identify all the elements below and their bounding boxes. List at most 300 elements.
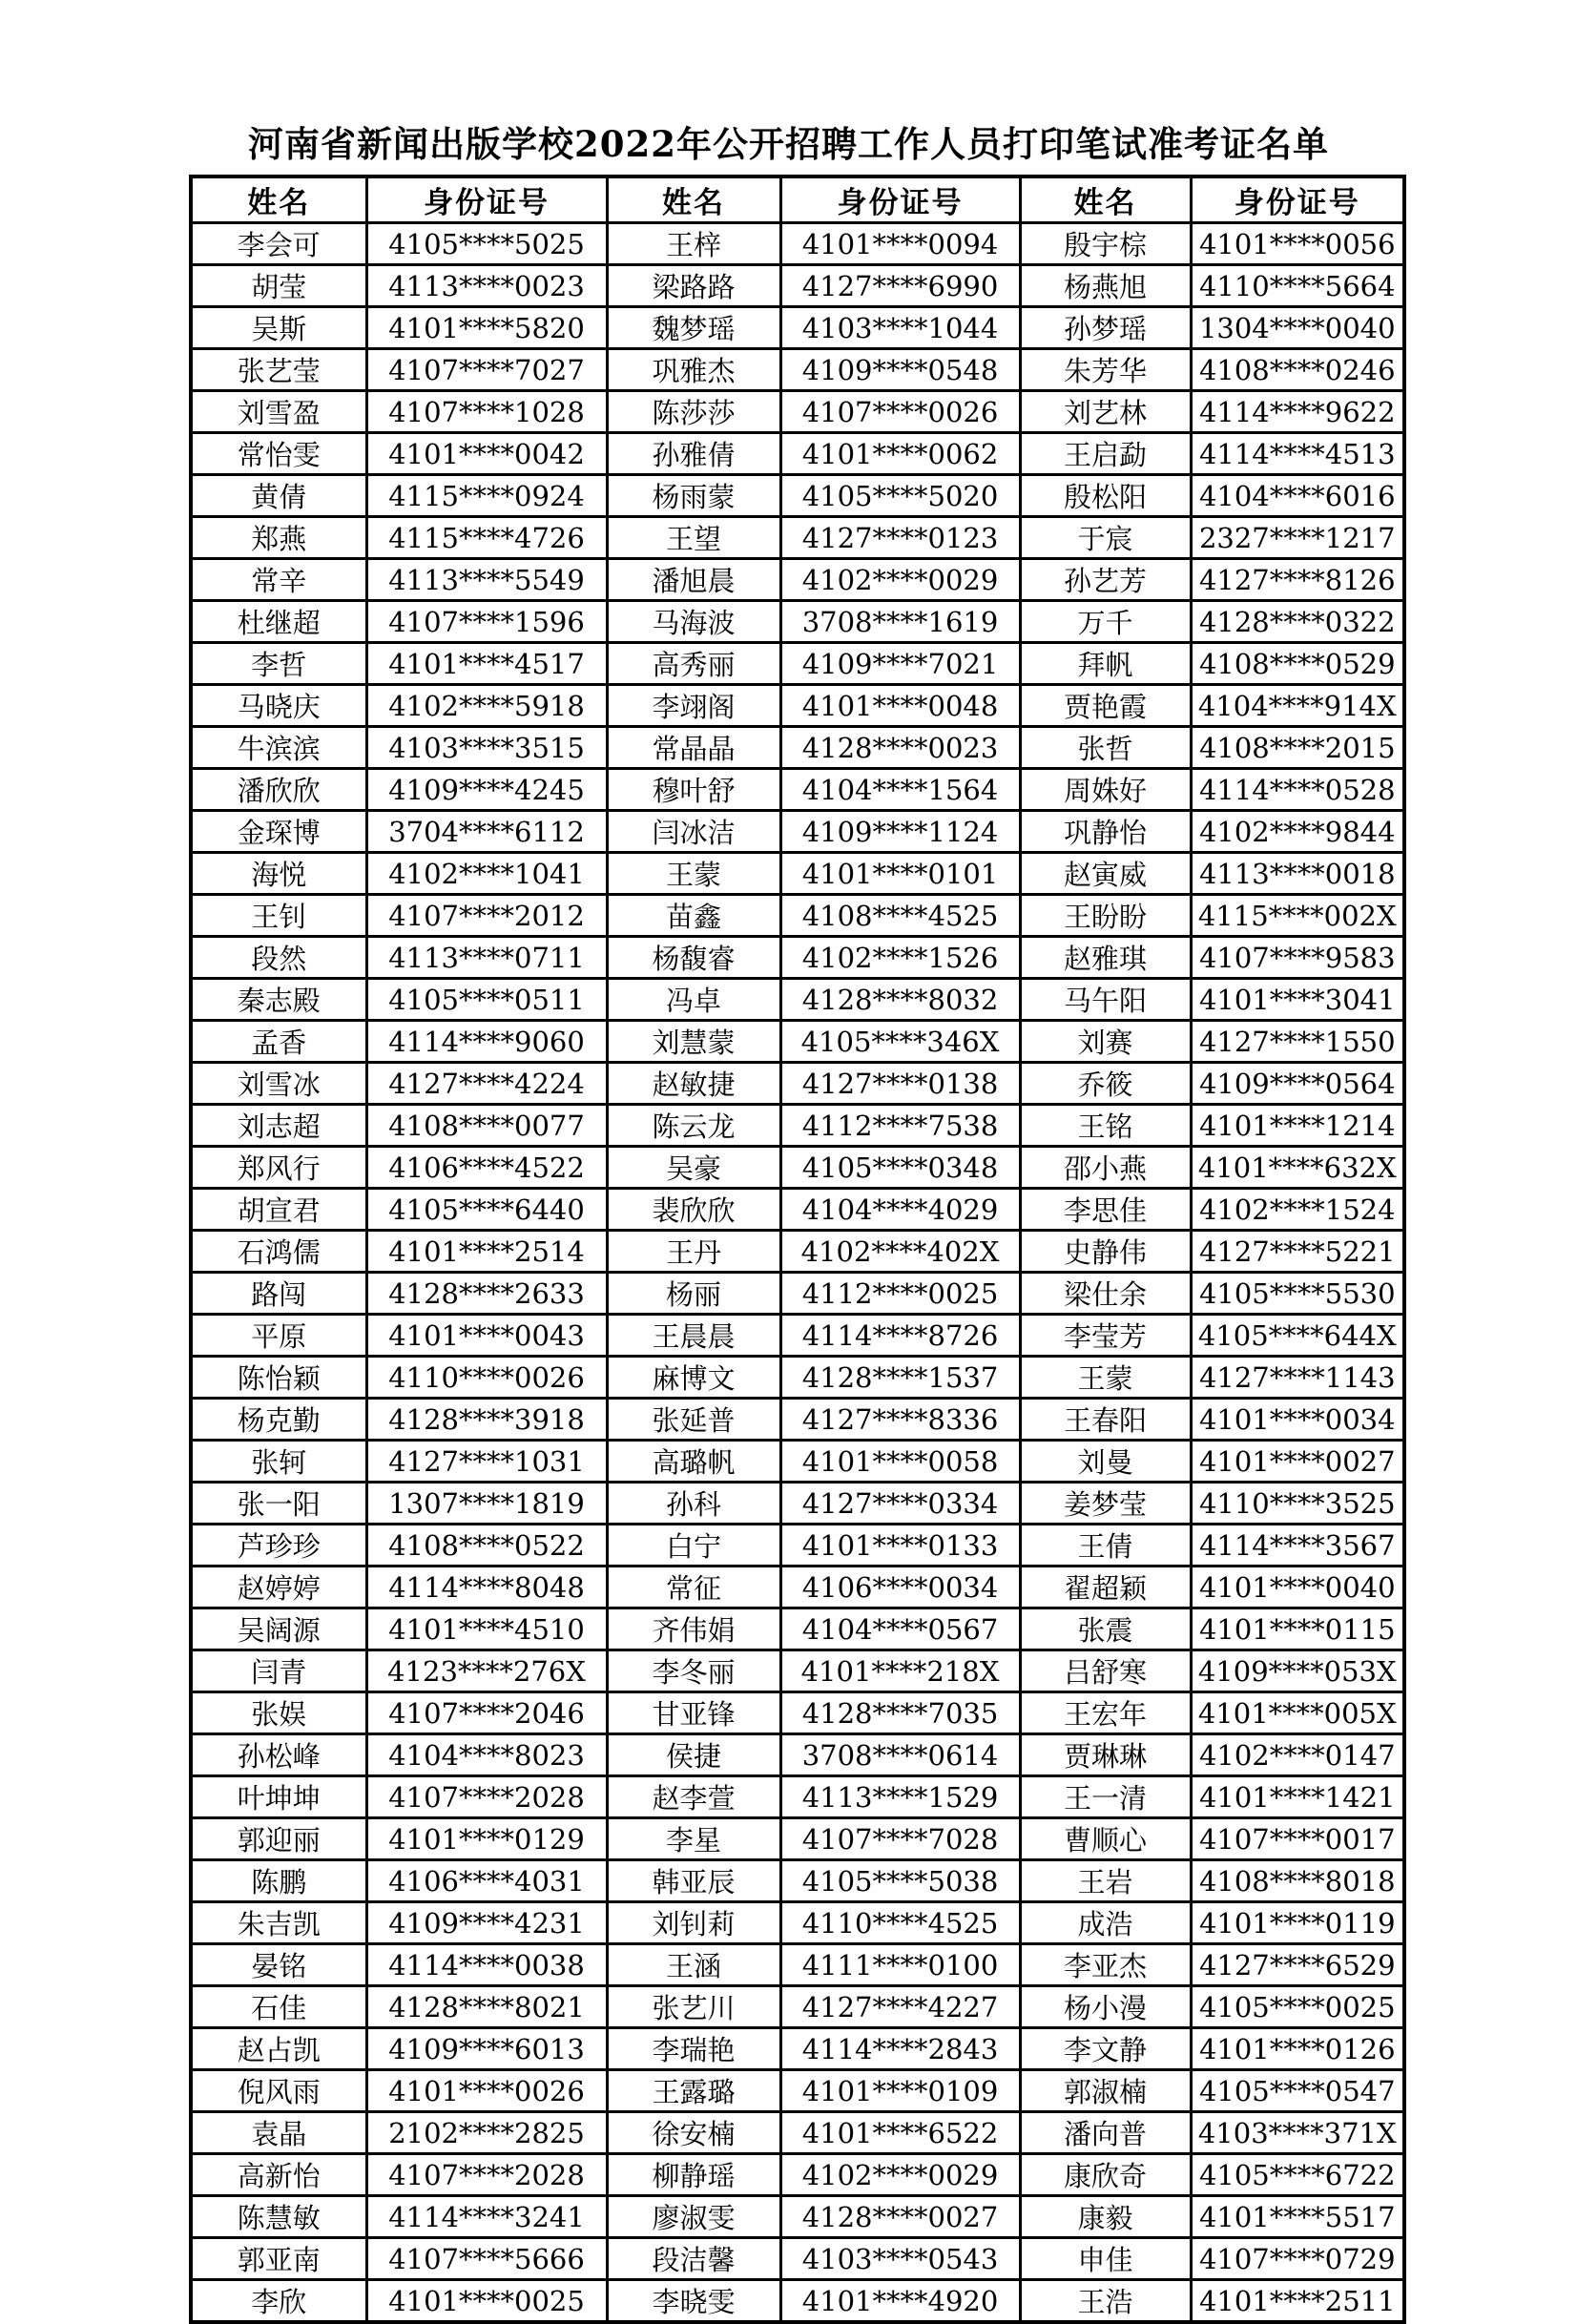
id-number-cell: 4101****0026 xyxy=(366,2070,607,2112)
name-cell: 刘钊莉 xyxy=(607,1902,780,1944)
id-number-cell: 4105****0025 xyxy=(1191,1986,1404,2028)
name-cell: 李翊阁 xyxy=(607,685,780,727)
id-number-cell: 4101****0034 xyxy=(1191,1399,1404,1441)
id-number-cell: 4101****3041 xyxy=(1191,979,1404,1021)
name-cell: 杨燕旭 xyxy=(1020,265,1191,307)
name-cell: 李会可 xyxy=(191,223,366,265)
name-cell: 石佳 xyxy=(191,1986,366,2028)
id-number-cell: 4111****0100 xyxy=(780,1944,1020,1986)
header-cell-name: 姓名 xyxy=(1020,176,1191,223)
name-cell: 李瑞艳 xyxy=(607,2028,780,2070)
id-number-cell: 4108****0246 xyxy=(1191,349,1404,391)
id-number-cell: 4108****0522 xyxy=(366,1525,607,1567)
id-number-cell: 4107****0026 xyxy=(780,391,1020,433)
name-cell: 胡宣君 xyxy=(191,1189,366,1231)
name-cell: 赵雅琪 xyxy=(1020,937,1191,979)
name-cell: 刘赛 xyxy=(1020,1021,1191,1063)
table-row xyxy=(191,1734,1404,1776)
name-cell: 高璐帆 xyxy=(607,1441,780,1483)
table-row xyxy=(191,1692,1404,1734)
table-row xyxy=(191,601,1404,643)
id-number-cell: 4109****6013 xyxy=(366,2028,607,2070)
id-number-cell: 4108****2015 xyxy=(1191,727,1404,769)
id-number-cell: 4101****6522 xyxy=(780,2112,1020,2154)
name-cell: 朱吉凯 xyxy=(191,1902,366,1944)
table-row xyxy=(191,1818,1404,1860)
name-cell: 孙梦瑶 xyxy=(1020,307,1191,349)
table-row xyxy=(191,349,1404,391)
id-number-cell: 4107****7028 xyxy=(780,1818,1020,1860)
name-cell: 王春阳 xyxy=(1020,1399,1191,1441)
id-number-cell: 4127****4227 xyxy=(780,1986,1020,2028)
name-cell: 赵寅威 xyxy=(1020,853,1191,895)
name-cell: 于宸 xyxy=(1020,517,1191,559)
id-number-cell: 4104****4029 xyxy=(780,1189,1020,1231)
id-number-cell: 4101****0115 xyxy=(1191,1608,1404,1650)
id-number-cell: 4109****0548 xyxy=(780,349,1020,391)
table-row xyxy=(191,1902,1404,1944)
id-number-cell: 4127****0138 xyxy=(780,1063,1020,1105)
name-cell: 梁路路 xyxy=(607,265,780,307)
name-cell: 袁晶 xyxy=(191,2112,366,2154)
name-cell: 杜继超 xyxy=(191,601,366,643)
id-number-cell: 3704****6112 xyxy=(366,811,607,853)
name-cell: 王宏年 xyxy=(1020,1692,1191,1734)
name-cell: 裴欣欣 xyxy=(607,1189,780,1231)
id-number-cell: 4113****0018 xyxy=(1191,853,1404,895)
table-row xyxy=(191,475,1404,517)
name-cell: 张轲 xyxy=(191,1441,366,1483)
name-cell: 刘曼 xyxy=(1020,1441,1191,1483)
id-number-cell: 4128****2633 xyxy=(366,1273,607,1315)
name-cell: 王铭 xyxy=(1020,1105,1191,1147)
id-number-cell: 4103****1044 xyxy=(780,307,1020,349)
id-number-cell: 4101****4517 xyxy=(366,643,607,685)
header-cell-name: 姓名 xyxy=(191,176,366,223)
name-cell: 段洁馨 xyxy=(607,2238,780,2280)
id-number-cell: 4110****0026 xyxy=(366,1357,607,1399)
id-number-cell: 4127****5221 xyxy=(1191,1231,1404,1273)
id-number-cell: 4105****0348 xyxy=(780,1147,1020,1189)
name-cell: 石鸿儒 xyxy=(191,1231,366,1273)
id-number-cell: 4128****0023 xyxy=(780,727,1020,769)
name-cell: 赵婷婷 xyxy=(191,1567,366,1608)
name-cell: 王盼盼 xyxy=(1020,895,1191,937)
id-number-cell: 4107****1596 xyxy=(366,601,607,643)
name-cell: 李晓雯 xyxy=(607,2280,780,2323)
name-cell: 吴斯 xyxy=(191,307,366,349)
name-cell: 王梓 xyxy=(607,223,780,265)
name-cell: 柳静瑶 xyxy=(607,2154,780,2196)
id-number-cell: 4102****0029 xyxy=(780,559,1020,601)
id-number-cell: 4105****5025 xyxy=(366,223,607,265)
name-cell: 张娱 xyxy=(191,1692,366,1734)
name-cell: 芦珍珍 xyxy=(191,1525,366,1567)
name-cell: 高新怡 xyxy=(191,2154,366,2196)
name-cell: 胡莹 xyxy=(191,265,366,307)
id-number-cell: 4101****218X xyxy=(780,1650,1020,1692)
id-number-cell: 4103****0543 xyxy=(780,2238,1020,2280)
name-cell: 李亚杰 xyxy=(1020,1944,1191,1986)
id-number-cell: 4115****4726 xyxy=(366,517,607,559)
name-cell: 陈云龙 xyxy=(607,1105,780,1147)
table-row xyxy=(191,1063,1404,1105)
table-row xyxy=(191,1776,1404,1818)
id-number-cell: 4104****0567 xyxy=(780,1608,1020,1650)
table-row xyxy=(191,2154,1404,2196)
name-cell: 申佳 xyxy=(1020,2238,1191,2280)
id-number-cell: 4101****4510 xyxy=(366,1608,607,1650)
name-cell: 闫冰洁 xyxy=(607,811,780,853)
id-number-cell: 4107****2012 xyxy=(366,895,607,937)
name-cell: 拜帆 xyxy=(1020,643,1191,685)
id-number-cell: 4110****5664 xyxy=(1191,265,1404,307)
name-cell: 穆叶舒 xyxy=(607,769,780,811)
name-cell: 孙雅倩 xyxy=(607,433,780,475)
table-row xyxy=(191,391,1404,433)
id-number-cell: 4128****7035 xyxy=(780,1692,1020,1734)
name-cell: 叶坤坤 xyxy=(191,1776,366,1818)
name-cell: 王丹 xyxy=(607,1231,780,1273)
table-row xyxy=(191,811,1404,853)
name-cell: 海悦 xyxy=(191,853,366,895)
name-cell: 贾琳琳 xyxy=(1020,1734,1191,1776)
id-number-cell: 4101****0058 xyxy=(780,1441,1020,1483)
id-number-cell: 4105****0547 xyxy=(1191,2070,1404,2112)
id-number-cell: 3708****1619 xyxy=(780,601,1020,643)
id-number-cell: 3708****0614 xyxy=(780,1734,1020,1776)
name-cell: 白宁 xyxy=(607,1525,780,1567)
id-number-cell: 4101****5820 xyxy=(366,307,607,349)
id-number-cell: 4109****7021 xyxy=(780,643,1020,685)
name-cell: 常辛 xyxy=(191,559,366,601)
id-number-cell: 4106****4522 xyxy=(366,1147,607,1189)
id-number-cell: 4101****005X xyxy=(1191,1692,1404,1734)
table-row xyxy=(191,559,1404,601)
table-row xyxy=(191,265,1404,307)
id-number-cell: 4102****1524 xyxy=(1191,1189,1404,1231)
id-number-cell: 4128****3918 xyxy=(366,1399,607,1441)
id-number-cell: 4104****914X xyxy=(1191,685,1404,727)
name-cell: 刘雪盈 xyxy=(191,391,366,433)
id-number-cell: 4114****2843 xyxy=(780,2028,1020,2070)
id-number-cell: 4101****0133 xyxy=(780,1525,1020,1567)
name-cell: 郑燕 xyxy=(191,517,366,559)
name-cell: 康毅 xyxy=(1020,2196,1191,2238)
header-cell-id-number: 身份证号 xyxy=(1191,176,1404,223)
id-number-cell: 4101****0126 xyxy=(1191,2028,1404,2070)
name-cell: 贾艳霞 xyxy=(1020,685,1191,727)
id-number-cell: 4101****0048 xyxy=(780,685,1020,727)
table-row xyxy=(191,769,1404,811)
name-cell: 郭迎丽 xyxy=(191,1818,366,1860)
id-number-cell: 4101****0042 xyxy=(366,433,607,475)
table-row xyxy=(191,1441,1404,1483)
name-cell: 杨馥睿 xyxy=(607,937,780,979)
name-cell: 段然 xyxy=(191,937,366,979)
name-cell: 潘旭晨 xyxy=(607,559,780,601)
id-number-cell: 4101****4920 xyxy=(780,2280,1020,2323)
name-cell: 王蒙 xyxy=(607,853,780,895)
table-row xyxy=(191,1105,1404,1147)
id-number-cell: 4115****002X xyxy=(1191,895,1404,937)
name-cell: 邵小燕 xyxy=(1020,1147,1191,1189)
name-cell: 王浩 xyxy=(1020,2280,1191,2323)
name-cell: 张延普 xyxy=(607,1399,780,1441)
id-number-cell: 4114****3567 xyxy=(1191,1525,1404,1567)
name-cell: 郭亚南 xyxy=(191,2238,366,2280)
name-cell: 吕舒寒 xyxy=(1020,1650,1191,1692)
table-header-row xyxy=(191,176,1404,223)
id-number-cell: 4109****4245 xyxy=(366,769,607,811)
name-cell: 殷宇棕 xyxy=(1020,223,1191,265)
name-cell: 王望 xyxy=(607,517,780,559)
roster-table xyxy=(189,175,1406,2324)
name-cell: 甘亚锋 xyxy=(607,1692,780,1734)
name-cell: 郭淑楠 xyxy=(1020,2070,1191,2112)
name-cell: 陈慧敏 xyxy=(191,2196,366,2238)
name-cell: 巩静怡 xyxy=(1020,811,1191,853)
id-number-cell: 4113****5549 xyxy=(366,559,607,601)
id-number-cell: 4101****0109 xyxy=(780,2070,1020,2112)
id-number-cell: 4107****9583 xyxy=(1191,937,1404,979)
table-row xyxy=(191,1021,1404,1063)
id-number-cell: 4114****4513 xyxy=(1191,433,1404,475)
name-cell: 徐安楠 xyxy=(607,2112,780,2154)
id-number-cell: 4109****4231 xyxy=(366,1902,607,1944)
name-cell: 巩雅杰 xyxy=(607,349,780,391)
id-number-cell: 4112****0025 xyxy=(780,1273,1020,1315)
id-number-cell: 4108****0529 xyxy=(1191,643,1404,685)
id-number-cell: 4101****1214 xyxy=(1191,1105,1404,1147)
id-number-cell: 4101****0094 xyxy=(780,223,1020,265)
name-cell: 苗鑫 xyxy=(607,895,780,937)
name-cell: 马晓庆 xyxy=(191,685,366,727)
id-number-cell: 4101****0062 xyxy=(780,433,1020,475)
name-cell: 陈莎莎 xyxy=(607,391,780,433)
table-row xyxy=(191,2280,1404,2323)
name-cell: 张震 xyxy=(1020,1608,1191,1650)
id-number-cell: 4102****5918 xyxy=(366,685,607,727)
table-row xyxy=(191,685,1404,727)
id-number-cell: 4107****5666 xyxy=(366,2238,607,2280)
id-number-cell: 4127****0123 xyxy=(780,517,1020,559)
table-row xyxy=(191,1315,1404,1357)
id-number-cell: 4102****402X xyxy=(780,1231,1020,1273)
table-row xyxy=(191,2196,1404,2238)
id-number-cell: 4104****6016 xyxy=(1191,475,1404,517)
id-number-cell: 4110****4525 xyxy=(780,1902,1020,1944)
id-number-cell: 4101****0027 xyxy=(1191,1441,1404,1483)
name-cell: 史静伟 xyxy=(1020,1231,1191,1273)
id-number-cell: 4113****1529 xyxy=(780,1776,1020,1818)
id-number-cell: 4102****1526 xyxy=(780,937,1020,979)
id-number-cell: 4108****8018 xyxy=(1191,1860,1404,1902)
id-number-cell: 4109****1124 xyxy=(780,811,1020,853)
table-row xyxy=(191,1860,1404,1902)
table-row xyxy=(191,1986,1404,2028)
table-row xyxy=(191,1525,1404,1567)
name-cell: 梁仕余 xyxy=(1020,1273,1191,1315)
name-cell: 曹顺心 xyxy=(1020,1818,1191,1860)
name-cell: 王钊 xyxy=(191,895,366,937)
id-number-cell: 2102****2825 xyxy=(366,2112,607,2154)
id-number-cell: 4107****2046 xyxy=(366,1692,607,1734)
name-cell: 孙科 xyxy=(607,1483,780,1525)
table-row xyxy=(191,517,1404,559)
table-row xyxy=(191,1944,1404,1986)
id-number-cell: 4127****8336 xyxy=(780,1399,1020,1441)
name-cell: 张艺川 xyxy=(607,1986,780,2028)
name-cell: 万千 xyxy=(1020,601,1191,643)
name-cell: 齐伟娟 xyxy=(607,1608,780,1650)
name-cell: 王晨晨 xyxy=(607,1315,780,1357)
name-cell: 姜梦莹 xyxy=(1020,1483,1191,1525)
id-number-cell: 4110****3525 xyxy=(1191,1483,1404,1525)
name-cell: 侯捷 xyxy=(607,1734,780,1776)
name-cell: 平原 xyxy=(191,1315,366,1357)
id-number-cell: 4127****1550 xyxy=(1191,1021,1404,1063)
id-number-cell: 4127****4224 xyxy=(366,1063,607,1105)
name-cell: 秦志殿 xyxy=(191,979,366,1021)
id-number-cell: 4128****1537 xyxy=(780,1357,1020,1399)
id-number-cell: 4128****0322 xyxy=(1191,601,1404,643)
table-row xyxy=(191,853,1404,895)
id-number-cell: 4101****2511 xyxy=(1191,2280,1404,2323)
id-number-cell: 4128****8032 xyxy=(780,979,1020,1021)
name-cell: 周姝好 xyxy=(1020,769,1191,811)
table-row xyxy=(191,307,1404,349)
id-number-cell: 4102****1041 xyxy=(366,853,607,895)
id-number-cell: 4105****5038 xyxy=(780,1860,1020,1902)
id-number-cell: 4107****1028 xyxy=(366,391,607,433)
table-row xyxy=(191,2112,1404,2154)
id-number-cell: 4101****0119 xyxy=(1191,1902,1404,1944)
table-row xyxy=(191,223,1404,265)
id-number-cell: 4115****0924 xyxy=(366,475,607,517)
id-number-cell: 4101****2514 xyxy=(366,1231,607,1273)
id-number-cell: 4102****0029 xyxy=(780,2154,1020,2196)
name-cell: 孙松峰 xyxy=(191,1734,366,1776)
id-number-cell: 4101****0129 xyxy=(366,1818,607,1860)
id-number-cell: 4105****644X xyxy=(1191,1315,1404,1357)
name-cell: 王启勐 xyxy=(1020,433,1191,475)
name-cell: 杨雨蒙 xyxy=(607,475,780,517)
name-cell: 倪风雨 xyxy=(191,2070,366,2112)
id-number-cell: 4101****0056 xyxy=(1191,223,1404,265)
id-number-cell: 4101****632X xyxy=(1191,1147,1404,1189)
table-row xyxy=(191,1357,1404,1399)
table-row xyxy=(191,895,1404,937)
name-cell: 王涵 xyxy=(607,1944,780,1986)
id-number-cell: 4127****1143 xyxy=(1191,1357,1404,1399)
name-cell: 王倩 xyxy=(1020,1525,1191,1567)
name-cell: 马午阳 xyxy=(1020,979,1191,1021)
id-number-cell: 4112****7538 xyxy=(780,1105,1020,1147)
name-cell: 高秀丽 xyxy=(607,643,780,685)
name-cell: 杨克勤 xyxy=(191,1399,366,1441)
id-number-cell: 4107****7027 xyxy=(366,349,607,391)
name-cell: 马海波 xyxy=(607,601,780,643)
table-row xyxy=(191,2238,1404,2280)
name-cell: 闫青 xyxy=(191,1650,366,1692)
name-cell: 李思佳 xyxy=(1020,1189,1191,1231)
header-cell-id-number: 身份证号 xyxy=(366,176,607,223)
name-cell: 李哲 xyxy=(191,643,366,685)
id-number-cell: 4106****4031 xyxy=(366,1860,607,1902)
id-number-cell: 4109****0564 xyxy=(1191,1063,1404,1105)
name-cell: 杨小漫 xyxy=(1020,1986,1191,2028)
id-number-cell: 4101****0101 xyxy=(780,853,1020,895)
table-row xyxy=(191,1189,1404,1231)
name-cell: 麻博文 xyxy=(607,1357,780,1399)
table-row xyxy=(191,1650,1404,1692)
table-row xyxy=(191,643,1404,685)
name-cell: 晏铭 xyxy=(191,1944,366,1986)
table-row xyxy=(191,2070,1404,2112)
id-number-cell: 4105****0511 xyxy=(366,979,607,1021)
id-number-cell: 4103****371X xyxy=(1191,2112,1404,2154)
id-number-cell: 4114****8048 xyxy=(366,1567,607,1608)
name-cell: 张艺莹 xyxy=(191,349,366,391)
name-cell: 李莹芳 xyxy=(1020,1315,1191,1357)
table-row xyxy=(191,433,1404,475)
name-cell: 金琛博 xyxy=(191,811,366,853)
id-number-cell: 4104****1564 xyxy=(780,769,1020,811)
name-cell: 成浩 xyxy=(1020,1902,1191,1944)
table-row xyxy=(191,1147,1404,1189)
id-number-cell: 4128****0027 xyxy=(780,2196,1020,2238)
id-number-cell: 4104****8023 xyxy=(366,1734,607,1776)
table-row xyxy=(191,727,1404,769)
id-number-cell: 1304****0040 xyxy=(1191,307,1404,349)
name-cell: 刘雪冰 xyxy=(191,1063,366,1105)
id-number-cell: 4127****1031 xyxy=(366,1441,607,1483)
name-cell: 杨丽 xyxy=(607,1273,780,1315)
name-cell: 王蒙 xyxy=(1020,1357,1191,1399)
name-cell: 郑风行 xyxy=(191,1147,366,1189)
id-number-cell: 4105****5020 xyxy=(780,475,1020,517)
table-row xyxy=(191,979,1404,1021)
id-number-cell: 4106****0034 xyxy=(780,1567,1020,1608)
name-cell: 常怡雯 xyxy=(191,433,366,475)
name-cell: 魏梦瑶 xyxy=(607,307,780,349)
name-cell: 赵占凯 xyxy=(191,2028,366,2070)
id-number-cell: 4101****0043 xyxy=(366,1315,607,1357)
id-number-cell: 4113****0023 xyxy=(366,265,607,307)
name-cell: 潘欣欣 xyxy=(191,769,366,811)
name-cell: 吴阔源 xyxy=(191,1608,366,1650)
name-cell: 赵敏捷 xyxy=(607,1063,780,1105)
id-number-cell: 2327****1217 xyxy=(1191,517,1404,559)
name-cell: 李欣 xyxy=(191,2280,366,2323)
id-number-cell: 4127****6990 xyxy=(780,265,1020,307)
name-cell: 李星 xyxy=(607,1818,780,1860)
id-number-cell: 4114****3241 xyxy=(366,2196,607,2238)
id-number-cell: 4107****2028 xyxy=(366,1776,607,1818)
table-row xyxy=(191,1399,1404,1441)
id-number-cell: 4108****0077 xyxy=(366,1105,607,1147)
name-cell: 潘向普 xyxy=(1020,2112,1191,2154)
header-cell-id-number: 身份证号 xyxy=(780,176,1020,223)
table-row xyxy=(191,937,1404,979)
name-cell: 刘艺林 xyxy=(1020,391,1191,433)
name-cell: 陈怡颖 xyxy=(191,1357,366,1399)
name-cell: 殷松阳 xyxy=(1020,475,1191,517)
name-cell: 朱芳华 xyxy=(1020,349,1191,391)
name-cell: 康欣奇 xyxy=(1020,2154,1191,2196)
name-cell: 翟超颖 xyxy=(1020,1567,1191,1608)
